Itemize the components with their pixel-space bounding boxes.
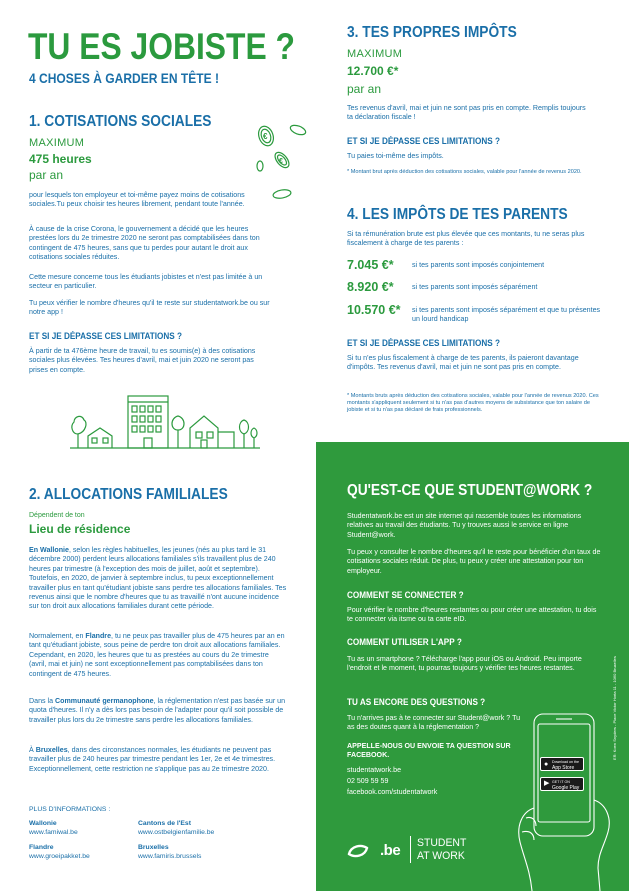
google-play-small: GET IT ON xyxy=(552,780,570,784)
amount-handicap-desc: si tes parents sont imposés séparément et que tu présentes un lourd handicap xyxy=(412,306,601,324)
student-at-work-logo xyxy=(417,837,466,862)
section3-paragraph-1: Tes revenus d'avril, mai et juin ne sont pas pris en compte. Remplis toujours ta déclaration fiscale ! xyxy=(347,104,586,122)
section1-heading: 1. COTISATIONS SOCIALES xyxy=(29,113,212,130)
section2-wallonie-paragraph xyxy=(29,546,287,612)
section1-max-label: MAXIMUM xyxy=(29,137,85,149)
apple-icon: ● xyxy=(544,761,549,768)
bruxelles-prefix: À xyxy=(29,746,36,754)
flandre-label: Flandre xyxy=(85,632,112,640)
section1-paragraph-1: pour lesquels ton employeur et toi-même payez moins de cotisations sociales.Tu peux choisir tes heures librement, pendant toute l'année. xyxy=(29,191,245,209)
google-play-badge[interactable] xyxy=(540,777,584,791)
panel-contact-facebook[interactable]: facebook.com/studentatwork xyxy=(347,788,438,796)
panel-connect-text: Pour vérifier le nombre d'heures restantes ou pour créer une attestation, tu dois te connecter via itsme ou ta carte eID. xyxy=(347,606,597,624)
section4-intro: Si ta rémunération brute est plus élevée que ces montants, tu ne seras plus fiscalement à charge de tes parents : xyxy=(347,230,585,248)
logo-divider xyxy=(410,836,411,863)
houses-illustration xyxy=(70,390,260,452)
info-region-label: Wallonie xyxy=(29,820,57,827)
app-store-badge[interactable] xyxy=(540,757,584,771)
be-logo: .be xyxy=(380,842,401,859)
panel-app-heading: COMMENT UTILISER L'APP ? xyxy=(347,637,462,648)
page-subtitle: 4 CHOSES À GARDER EN TÊTE ! xyxy=(29,70,219,86)
germanophone-text: , la réglementation n'est pas basée sur un quota d'heures. Il n'y a dès lors pas besoin de l'adapter pour qu'il soit possible de travailler plus lors du 2e trimestre sans perdre les allocations familiales. xyxy=(29,697,286,724)
amount-separate-desc: si tes parents sont imposés séparément xyxy=(412,283,538,291)
amount-joint-desc: si tes parents sont imposés conjointement xyxy=(412,261,545,269)
info-link-flandre[interactable] xyxy=(29,843,90,861)
section2-dependency-label: Dépendent de ton xyxy=(29,512,85,519)
belgium-logo-icon xyxy=(345,840,371,862)
panel-paragraph-1: Studentatwork.be est un site internet qui rassemble toutes les informations relatives au travail des étudiants. Tu y trouves aussi le service en ligne Student@work. xyxy=(347,512,582,539)
flandre-text: , tu ne peux pas travailler plus de 475 heures par an en tant qu'étudiant jobiste, sous peine de perdre ton droit aux allocations familiales. Cependant, en 2020, les heures que tu as prestées au cours du 2e trimestre (avril, mai et juin) ne sont exceptionnellement pas comptabilisées dans ton contingent de 475 heures. xyxy=(29,632,285,678)
imprint-text: ER: Koen Snyders - Place Victor Horta 11 - 1060 Bruxelles xyxy=(612,656,617,760)
panel-connect-heading: COMMENT SE CONNECTER ? xyxy=(347,590,464,601)
section2-dependency-value: Lieu de résidence xyxy=(29,522,131,536)
section1-paragraph-2: À cause de la crise Corona, le gouvernement a décidé que les heures prestées lors du 2e trimestre 2020 ne seront pas comptabilisées dans ton contingent de 475 heures, sans que tu perdes pour autant le droit aux cotisations sociales réduites. xyxy=(29,225,260,262)
phone-illustration xyxy=(512,708,618,891)
info-link-bruxelles[interactable] xyxy=(138,843,201,861)
section1-paragraph-3: Cette mesure concerne tous les étudiants jobistes et n'est pas limitée à un secteur en particulier. xyxy=(29,273,263,291)
wallonie-text: , selon les règles habituelles, les jeunes (nés au plus tard le 31 décembre 2000) perdent leurs allocations familiales s'ils travaillent plus de 240 heures par trimestre (à l'exception des mois de juillet, août et septembre). Toutefois, en 2020, de janvier à septembre inclus, tu peux exceptionnellement travailler plus en tant qu'étudiant jobiste sans perdre tes allocations familiales. Tes revenus ainsi que le nombre d'heures que tu as travaillé n'ont aucune incidence sur ton droit aux allocations familiales durant cette période. xyxy=(29,546,287,611)
section1-subheading: ET SI JE DÉPASSE CES LIMITATIONS ? xyxy=(29,331,182,342)
section3-max-value: 12.700 €* xyxy=(347,64,399,78)
panel-questions-heading: TU AS ENCORE DES QUESTIONS ? xyxy=(347,697,486,708)
coins-illustration xyxy=(252,122,314,202)
svg-text:€: € xyxy=(279,158,283,165)
section3-footnote: * Montant brut après déduction des cotisations sociales, valable pour l'année de revenus 2020. xyxy=(347,169,582,175)
section4-subheading: ET SI JE DÉPASSE CES LIMITATIONS ? xyxy=(347,338,500,349)
panel-app-text: Tu as un smartphone ? Télécharge l'app pour iOS ou Android. Peu importe l'endroit et le moment, tu pourras toujours y vérifier tes heures restantes. xyxy=(347,655,582,673)
amount-separate: 8.920 €* xyxy=(347,280,394,294)
flandre-prefix: Normalement, en xyxy=(29,632,86,640)
app-store-small: Download on the xyxy=(552,760,579,764)
section3-per: par an xyxy=(347,82,382,96)
panel-questions-text: Tu n'arrives pas à te connecter sur Student@work ? Tu as des doutes quant à la réglementation ? xyxy=(347,714,521,732)
info-link-wallonie[interactable] xyxy=(29,819,78,837)
section3-subheading: ET SI JE DÉPASSE CES LIMITATIONS ? xyxy=(347,136,500,147)
svg-text:€: € xyxy=(263,132,268,141)
section4-heading: 4. LES IMPÔTS DE TES PARENTS xyxy=(347,206,568,223)
panel-contact-site[interactable]: studentatwork.be xyxy=(347,766,402,774)
info-region-label: Flandre xyxy=(29,844,54,851)
info-region-label: Bruxelles xyxy=(138,844,169,851)
play-icon: ▶ xyxy=(544,780,550,787)
section3-paragraph-2: Tu paies toi-même des impôts. xyxy=(347,152,444,160)
panel-contact-phone[interactable]: 02 509 59 59 xyxy=(347,777,389,785)
section2-germanophone-paragraph xyxy=(29,697,287,725)
brand-line-1: STUDENT xyxy=(417,837,467,849)
info-url[interactable]: www.famiwal.be xyxy=(29,829,78,836)
germanophone-label: Communauté germanophone xyxy=(55,697,154,705)
panel-call-to-action: APPELLE-NOUS OU ENVOIE TA QUESTION SUR FACEBOOK. xyxy=(347,742,511,760)
info-url[interactable]: www.famiris.brussels xyxy=(138,853,202,860)
section1-max-value: 475 heures xyxy=(29,152,92,166)
page-title: TU ES JOBISTE ? xyxy=(28,26,295,67)
info-region-label: Cantons de l'Est xyxy=(138,820,191,827)
section1-paragraph-4: Tu peux vérifier le nombre d'heures qu'il te reste sur studentatwork.be ou sur notre app ! xyxy=(29,299,270,317)
section3-heading: 3. TES PROPRES IMPÔTS xyxy=(347,24,517,41)
info-url[interactable]: www.groeipakket.be xyxy=(29,853,90,860)
section2-bruxelles-paragraph xyxy=(29,746,287,774)
amount-handicap: 10.570 €* xyxy=(347,303,401,317)
app-store-big: App Store xyxy=(552,764,575,771)
info-link-cantons[interactable] xyxy=(138,819,214,837)
bruxelles-label: Bruxelles xyxy=(35,746,68,754)
panel-heading: QU'EST-CE QUE STUDENT@WORK ? xyxy=(347,482,593,499)
brand-line-2: AT WORK xyxy=(417,849,465,862)
panel-paragraph-2: Tu peux y consulter le nombre d'heures qu'il te reste pour bénéficier d'un taux de cotisations sociales réduit. De plus, tu peux y créer une attestation pour ton employeur. xyxy=(347,548,601,575)
bruxelles-text: , dans des circonstances normales, les étudiants ne peuvent pas travailler plus de 240 heures par trimestre pendant les 1er, 2e et 4e trimestres. Exceptionnellement, cette restriction ne s'applique pas au 2e trimestre 2020. xyxy=(29,746,276,773)
amount-joint: 7.045 €* xyxy=(347,258,394,272)
section1-per: par an xyxy=(29,168,64,182)
wallonie-label: En Wallonie xyxy=(29,546,69,554)
section4-paragraph-1: Si tu n'es plus fiscalement à charge de tes parents, ils paieront davantage d'impôts. Tes revenus d'avril, mai et juin ne sont pas pris en compte. xyxy=(347,354,579,372)
info-heading: PLUS D'INFORMATIONS : xyxy=(29,806,111,813)
section4-footnote: * Montants bruts après déduction des cotisations sociales, valable pour l'année de revenus 2020. Ces montants s'appliquent seulement si tu n'as pas d'autres moyens de subsistance que ton salaire de jobiste et si tu n'as pas déclaré de frais professionnels. xyxy=(347,393,599,414)
google-play-big: Google Play xyxy=(552,784,580,791)
section2-heading: 2. ALLOCATIONS FAMILIALES xyxy=(29,486,228,503)
section1-paragraph-5: À partir de ta 476ème heure de travail, tu es soumis(e) à des cotisations sociales plus élevées. Tes heures d'avril, mai et juin 2020 ne seront pas prises en compte. xyxy=(29,347,256,374)
info-url[interactable]: www.ostbelgienfamilie.be xyxy=(138,829,215,836)
section3-max-label: MAXIMUM xyxy=(347,48,403,60)
germanophone-prefix: Dans la xyxy=(29,697,56,705)
section2-flandre-paragraph xyxy=(29,632,287,679)
